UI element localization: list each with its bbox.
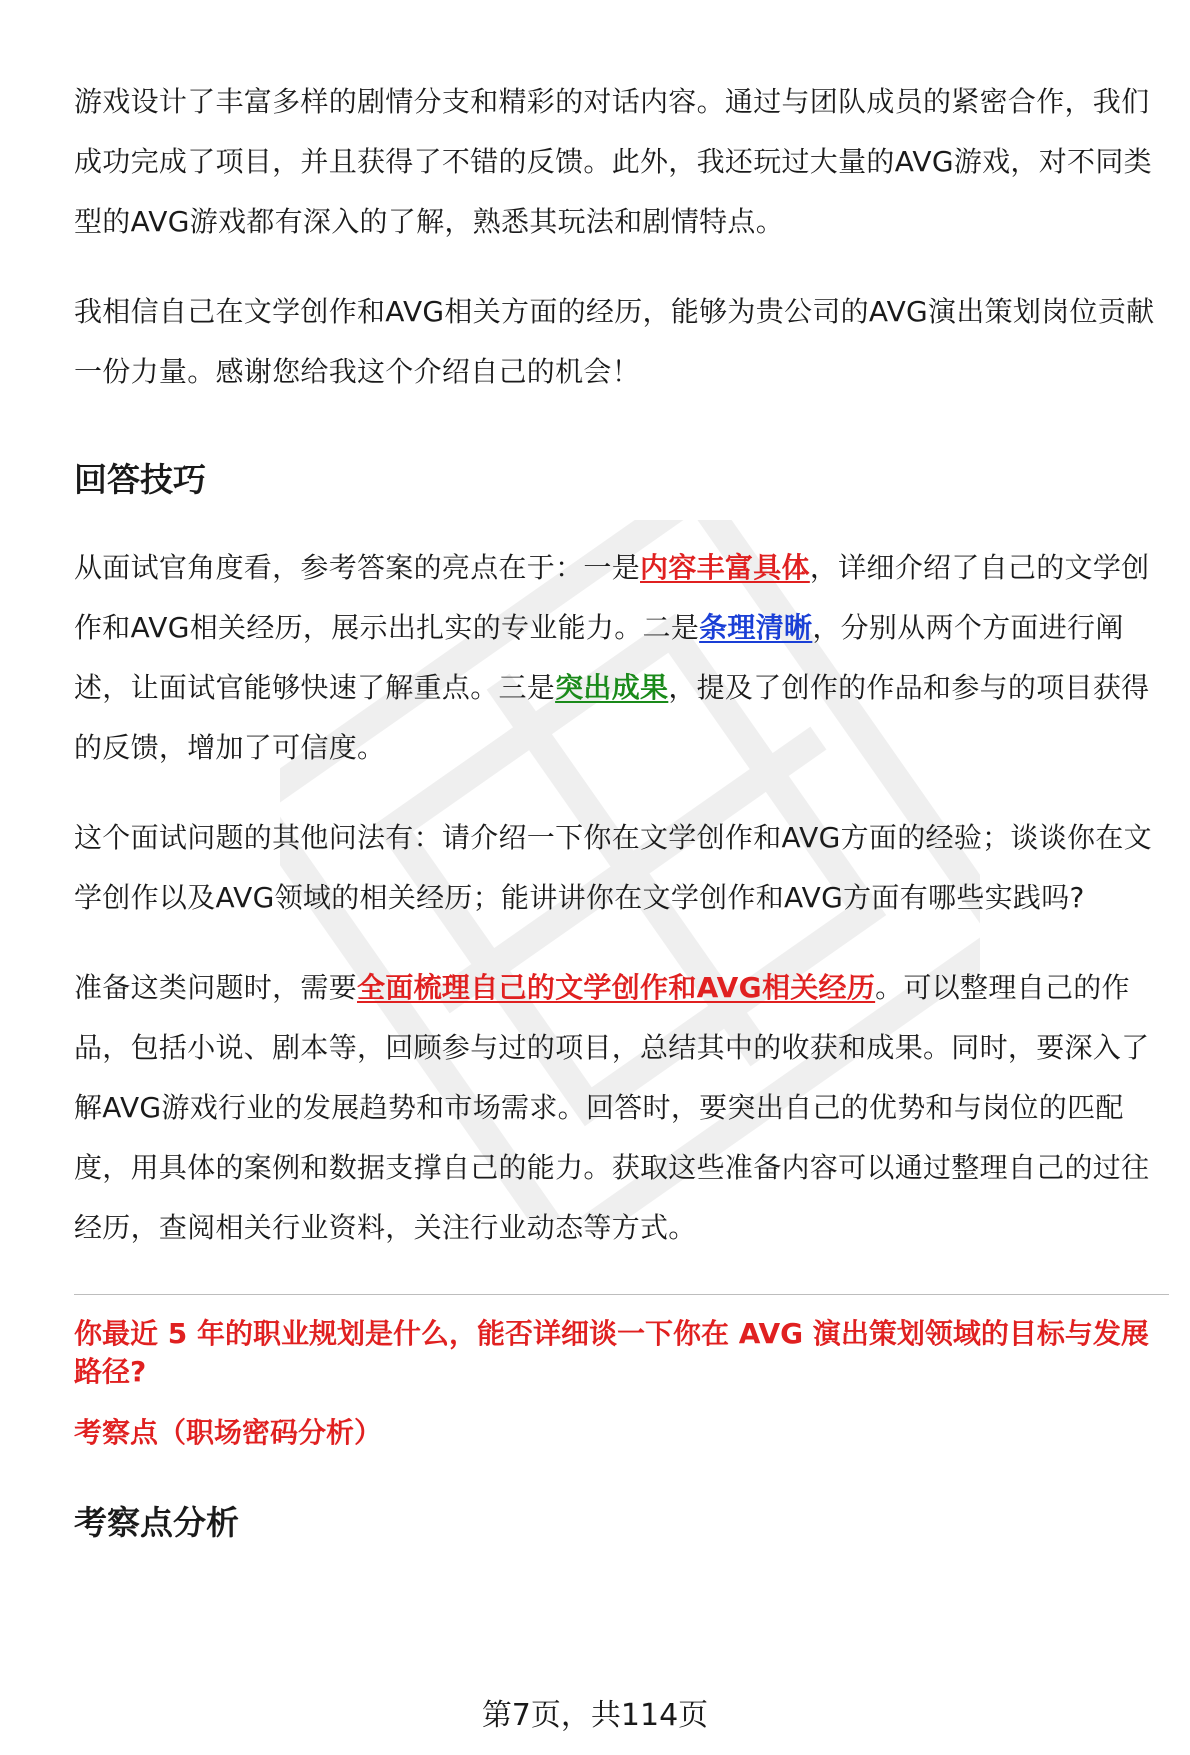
tips-p3-text-1: 准备这类问题时，需要 — [74, 971, 358, 1004]
tips-p3-text-2: 。可以整理自己的作品，包括小说、剧本等，回顾参与过的项目，总结其中的收获和成果。同时，要深入了解AVG游戏行业的发展趋势和市场需求。回答时，要突出自己的优势和与岗位的匹配度，用具体的案例和数据支撑自己的能力。获取这些准备内容可以通过整理自己的过往经历，查阅相关行业资料，关注行业动态等方式。 — [74, 971, 1150, 1244]
tips-heading: 回答技巧 — [74, 460, 206, 499]
tips-paragraph-3 — [74, 958, 1169, 1258]
highlight-content-rich: 内容丰富具体 — [640, 551, 810, 584]
focus-label: 考察点（职场密码分析） — [74, 1416, 383, 1449]
highlight-results: 突出成果 — [555, 671, 669, 704]
highlight-clear-structure: 条理清晰 — [699, 611, 813, 644]
tips-p1-text-4: ，提及了创作的作品和参与的项目获得的反馈，增加了可信度。 — [74, 671, 1150, 764]
highlight-review-experience: 全面梳理自己的文学创作和AVG相关经历 — [357, 971, 876, 1004]
tips-p1-text-2: ，详细介绍了自己的文学创作和AVG相关经历，展示出扎实的专业能力。二是 — [74, 551, 1150, 644]
analysis-heading: 考察点分析 — [74, 1503, 239, 1542]
next-question: 你最近 5 年的职业规划是什么，能否详细谈一下你在 AVG 演出策划领域的目标与发展路径? — [74, 1317, 1149, 1388]
tips-p1-text-1: 从面试官角度看，参考答案的亮点在于：一是 — [74, 551, 641, 584]
intro-paragraph-2: 我相信自己在文学创作和AVG相关方面的经历，能够为贵公司的AVG演出策划岗位贡献一份力量。感谢您给我这个介绍自己的机会！ — [74, 295, 1155, 388]
tips-paragraph-1 — [74, 538, 1169, 778]
page-footer: 第7页，共114页 — [481, 1698, 709, 1733]
intro-paragraph-1: 游戏设计了丰富多样的剧情分支和精彩的对话内容。通过与团队成员的紧密合作，我们成功完成了项目，并且获得了不错的反馈。此外，我还玩过大量的AVG游戏，对不同类型的AVG游戏都有深入的了解，熟悉其玩法和剧情特点。 — [74, 85, 1152, 238]
tips-paragraph-2: 这个面试问题的其他问法有：请介绍一下你在文学创作和AVG方面的经验；谈谈你在文学创作以及AVG领域的相关经历；能讲讲你在文学创作和AVG方面有哪些实践吗? — [74, 821, 1152, 914]
tips-p1-text-3: ，分别从两个方面进行阐述，让面试官能够快速了解重点。三是 — [74, 611, 1124, 704]
main-content — [74, 72, 1169, 1553]
